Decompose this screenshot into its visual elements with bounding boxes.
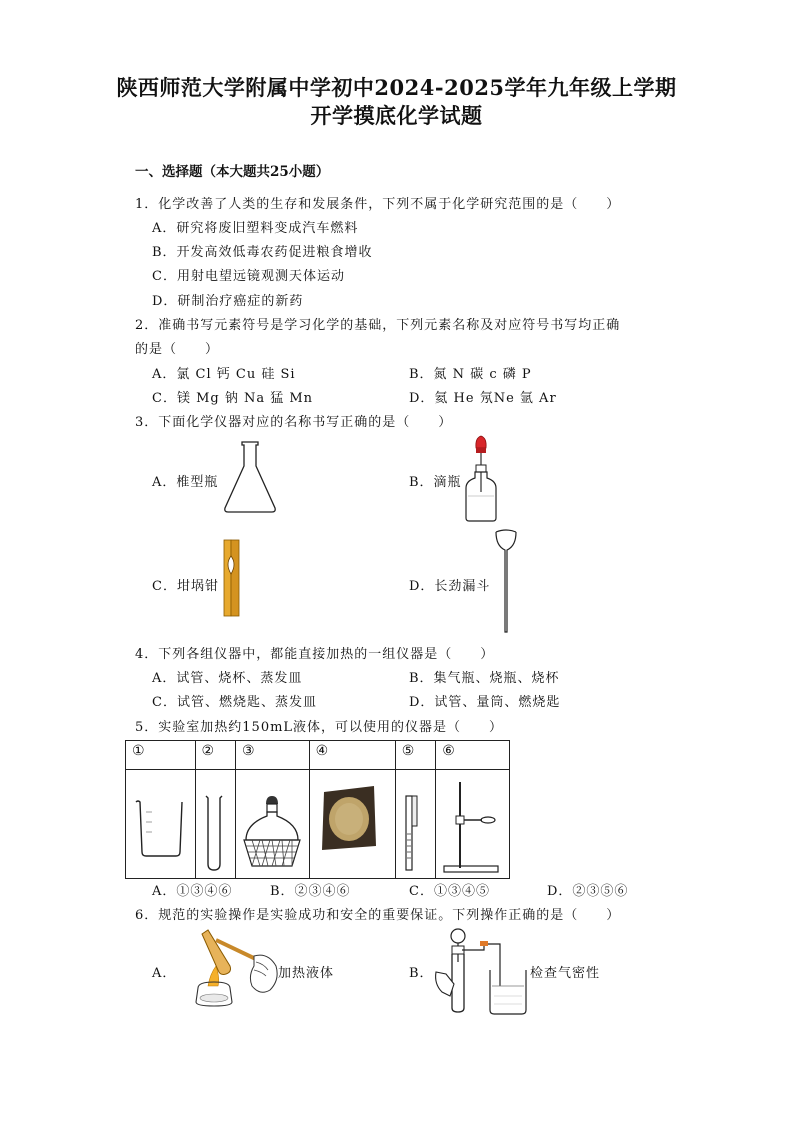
q4-option-c[interactable]: C．试管、燃烧匙、蒸发皿 [152,695,317,710]
check-airtightness-image [432,926,532,1016]
q3-option-d[interactable]: D．长劲漏斗 [409,579,491,594]
test-tube-holder-image [402,794,422,874]
test-tube-image [203,794,225,874]
q1-option-c[interactable]: C．用射电望远镜观测天体运动 [152,269,345,284]
beaker-cell [126,770,196,879]
alcohol-lamp-cell [236,770,310,879]
tube-holder-cell [395,770,435,879]
q4-stem: 4．下列各组仪器中，都能直接加热的一组仪器是（ ） [135,647,495,662]
q4-option-a[interactable]: A．试管、烧杯、蒸发皿 [152,671,303,686]
q1-option-d[interactable]: D．研制治疗癌症的新药 [152,294,304,309]
q3-option-b[interactable]: B．滴瓶 [409,475,462,490]
apparatus-label-3: ③ [236,741,310,770]
q1-stem: 1．化学改善了人类的生存和发展条件，下列不属于化学研究范围的是（ ） [135,197,621,212]
section-heading: 一、选择题（本大题共25小题） [135,164,330,180]
q1-option-a[interactable]: A．研究将废旧塑料变成汽车燃料 [152,221,359,236]
q2-option-c[interactable]: C．镁 Mg 钠 Na 猛 Mn [152,391,314,406]
long-neck-funnel-image [494,528,518,636]
q6-stem: 6．规范的实验操作是实验成功和安全的重要保证。下列操作正确的是（ ） [135,908,621,923]
q2-stem-line1: 2．准确书写元素符号是学习化学的基础，下列元素名称及对应符号书写均正确 [135,318,621,333]
page-title-line1: 陕西师范大学附属中学初中2024-2025学年九年级上学期 [116,75,677,100]
q2-option-d[interactable]: D．氦 He 氖Ne 氩 Ar [409,391,557,406]
apparatus-label-2: ② [195,741,235,770]
q4-option-d[interactable]: D．试管、量筒、燃烧匙 [409,695,561,710]
q1-option-b[interactable]: B．开发高效低毒农药促进粮食增收 [152,245,373,260]
apparatus-label-6: ⑥ [436,741,510,770]
apparatus-label-1: ① [126,741,196,770]
q6-option-a-caption: 加热液体 [278,966,335,981]
q5-option-b[interactable]: B．②③④⑥ [270,884,351,899]
asbestos-gauze-image [320,784,378,854]
apparatus-label-5: ⑤ [395,741,435,770]
crucible-tongs-image [221,538,245,618]
conical-flask-image [220,440,280,515]
q3-option-a[interactable]: A．椎型瓶 [152,475,219,490]
q5-option-d[interactable]: D．②③⑤⑥ [547,884,629,899]
beaker-image [134,798,186,858]
iron-stand-cell [436,770,510,879]
test-tube-cell [195,770,235,879]
q5-stem: 5．实验室加热约150mL液体，可以使用的仪器是（ ） [135,720,504,735]
q6-option-b[interactable]: B． [409,966,434,981]
q2-option-b[interactable]: B．氮 N 碳 c 磷 P [409,367,532,382]
q6-option-a[interactable]: A． [152,966,177,981]
asbestos-gauze-cell [309,770,395,879]
q6-option-b-caption: 检查气密性 [530,966,601,981]
q2-stem-line2: 的是（ ） [135,342,220,357]
dropping-bottle-image [462,434,500,524]
q5-option-a[interactable]: A．①③④⑥ [152,884,233,899]
q5-option-c[interactable]: C．①③④⑤ [409,884,490,899]
q3-option-c[interactable]: C．坩埚钳 [152,579,219,594]
apparatus-label-4: ④ [309,741,395,770]
heating-liquid-image [172,926,282,1010]
page-title-line2: 开学摸底化学试题 [310,103,483,128]
q3-stem: 3．下面化学仪器对应的名称书写正确的是（ ） [135,415,453,430]
apparatus-table [125,740,510,879]
iron-stand-image [442,780,502,876]
q2-option-a[interactable]: A．氯 Cl 钙 Cu 硅 Si [152,367,296,382]
q4-option-b[interactable]: B．集气瓶、烧瓶、烧杯 [409,671,560,686]
alcohol-lamp-on-gauze-image [240,794,304,870]
